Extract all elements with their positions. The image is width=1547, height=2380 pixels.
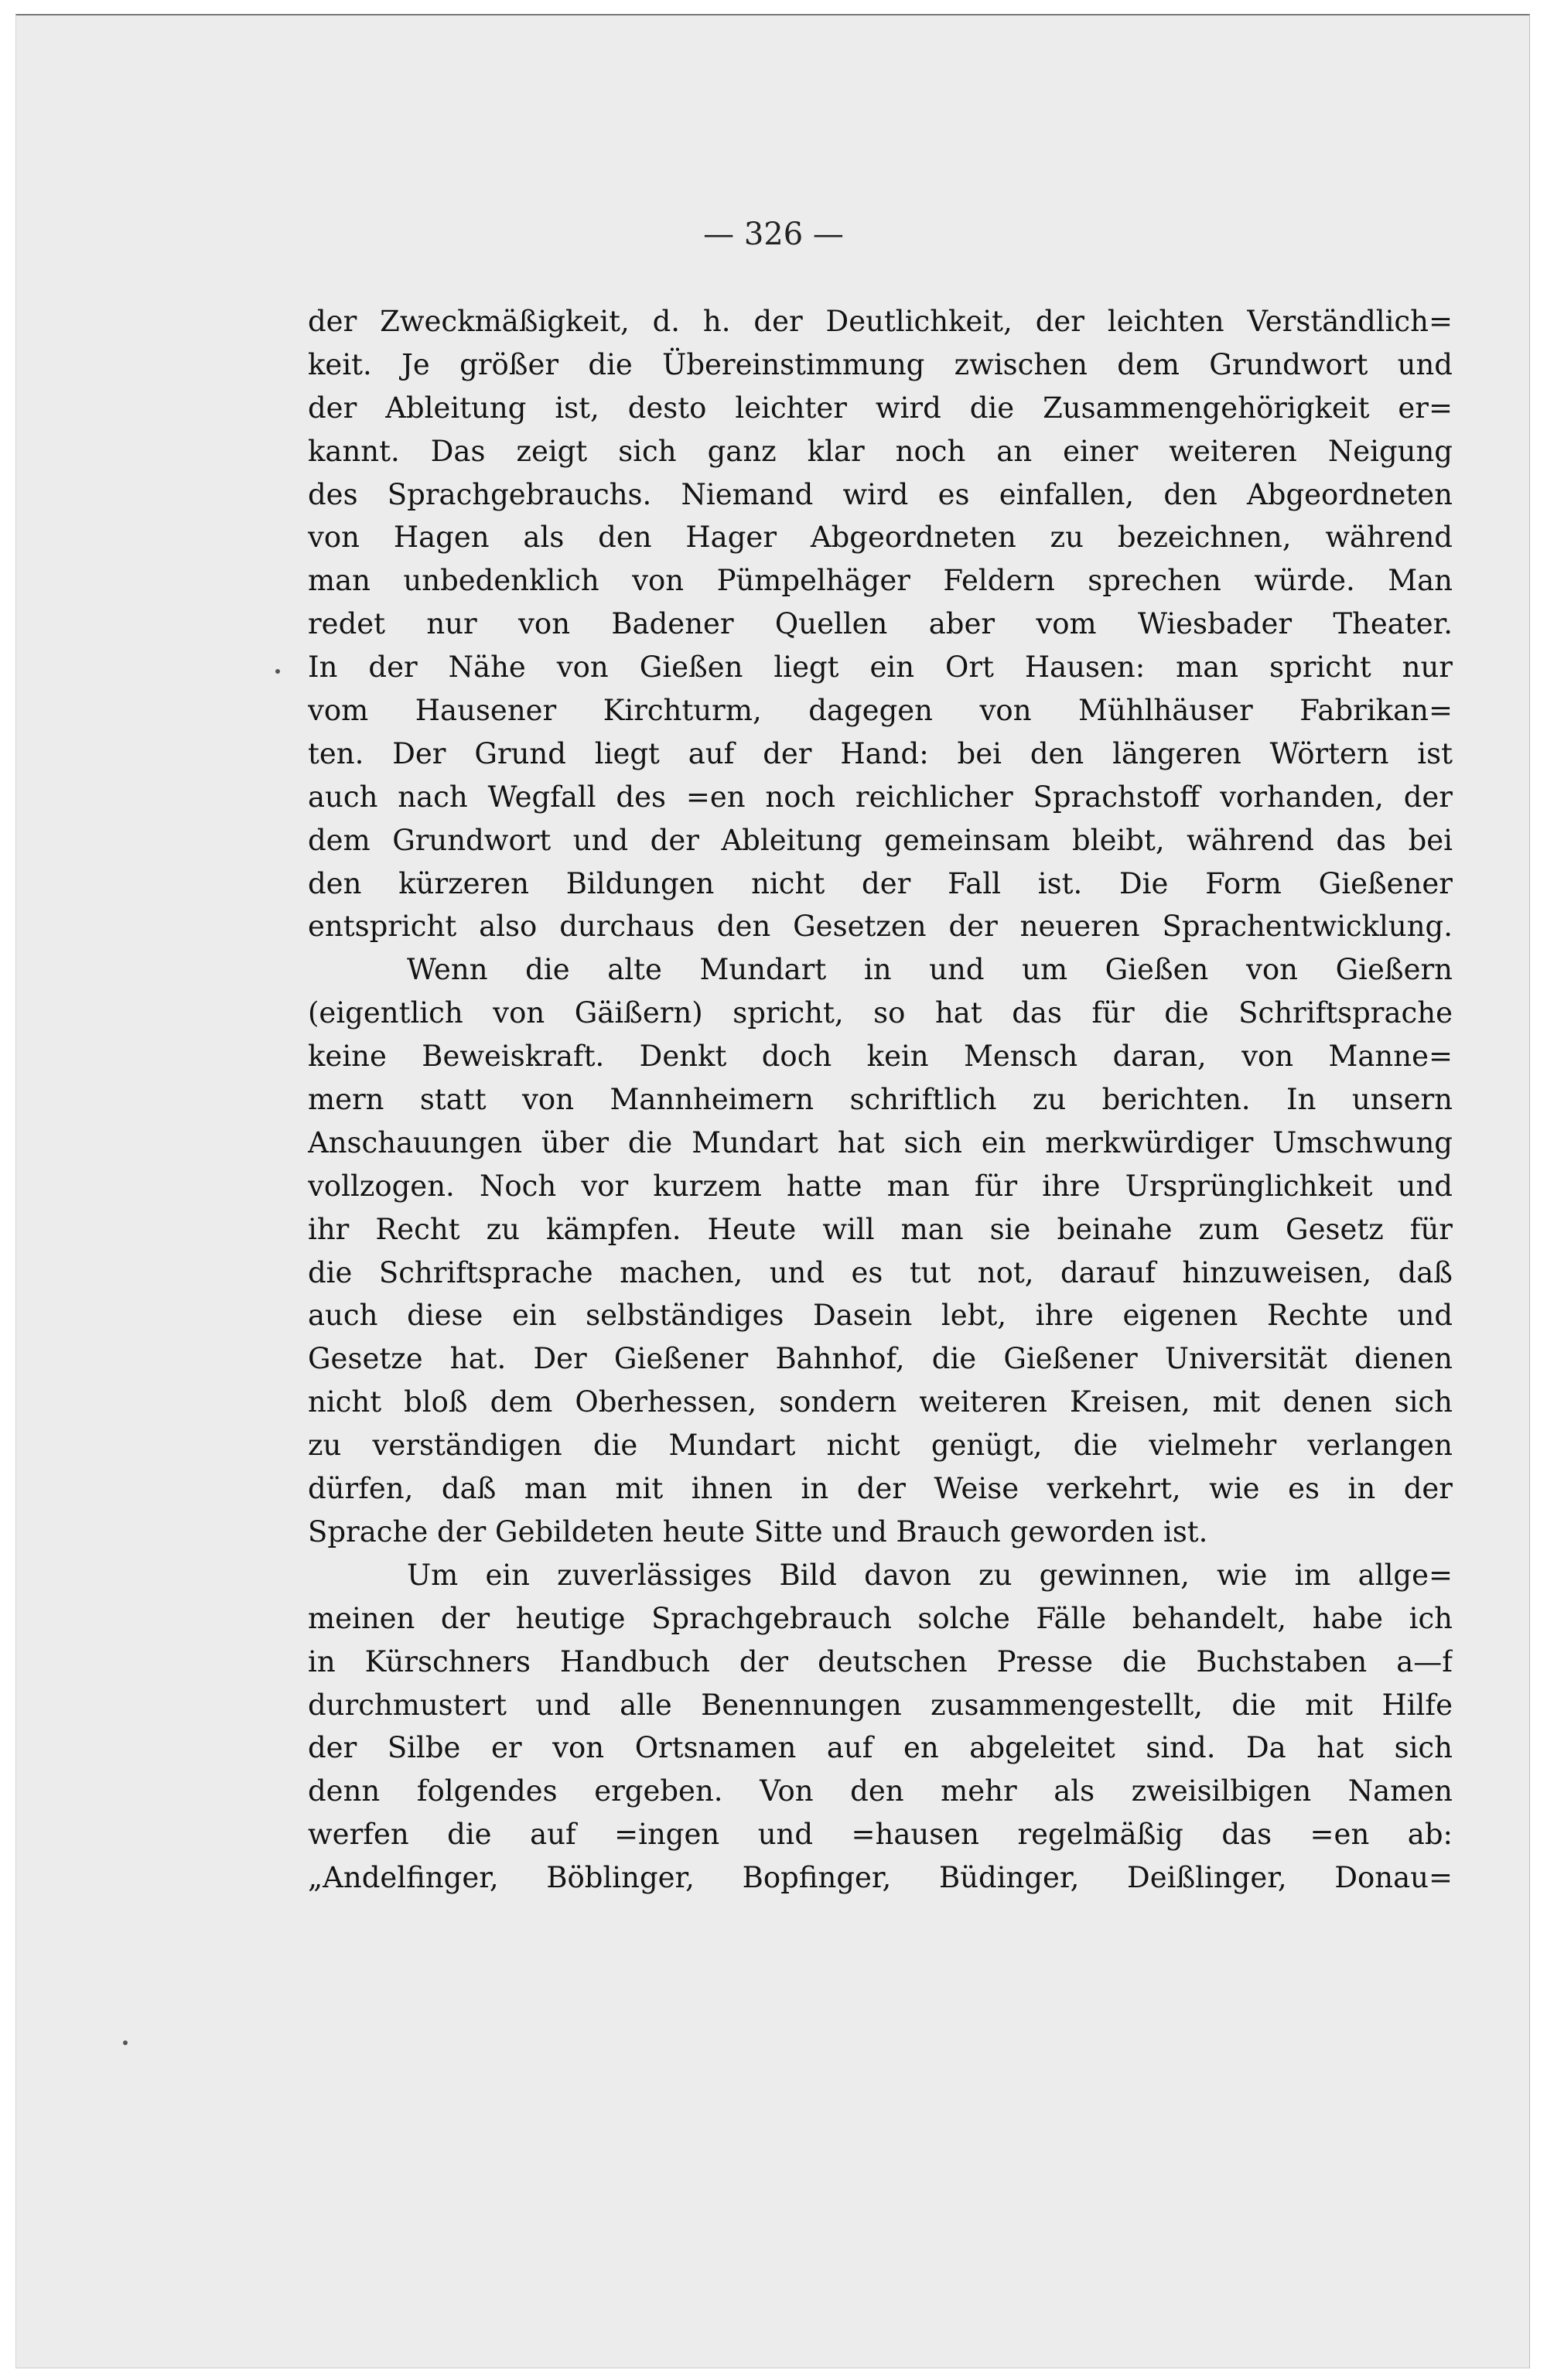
text-line: mern statt von Mannheimern schriftlich zu berichten. In unsern xyxy=(308,1083,1453,1117)
text-line: der Zweckmäßigkeit, d. h. der Deutlichkeit, der leichten Verständlich= xyxy=(308,305,1453,338)
text-line: redet nur von Badener Quellen aber vom Wiesbader Theater. xyxy=(308,607,1453,641)
text-line: von Hagen als den Hager Abgeordneten zu bezeichnen, während xyxy=(308,521,1453,555)
paragraph-first-line: Wenn die alte Mundart in und um Gießen von Gießern xyxy=(407,953,1453,987)
text-line: keit. Je größer die Übereinstimmung zwischen dem Grundwort und xyxy=(308,347,1453,381)
text-line: vom Hausener Kirchturm, dagegen von Mühlhäuser Fabrikan= xyxy=(308,694,1453,728)
text-line: der Silbe er von Ortsnamen auf en abgeleitet sind. Da hat sich xyxy=(308,1731,1453,1765)
text-line: der Ableitung ist, desto leichter wird die Zusammengehörigkeit er= xyxy=(308,391,1453,425)
text-line: meinen der heutige Sprachgebrauch solche Fälle behandelt, habe ich xyxy=(308,1601,1453,1635)
body-text xyxy=(308,300,1453,1900)
text-line: in Kürschners Handbuch der deutschen Presse die Buchstaben a—f xyxy=(308,1644,1453,1678)
text-line: kannt. Das zeigt sich ganz klar noch an einer weiteren Neigung xyxy=(308,434,1453,468)
text-line: auch diese ein selbständiges Dasein lebt, ihre eigenen Rechte und xyxy=(308,1299,1453,1333)
text-line: ten. Der Grund liegt auf der Hand: bei den längeren Wörtern ist xyxy=(308,736,1453,770)
text-line: werfen die auf =ingen und =hausen regelmäßig das =en ab: xyxy=(308,1818,1453,1852)
text-line: Gesetze hat. Der Gießener Bahnhof, die Gießener Universität dienen xyxy=(308,1342,1453,1376)
text-line: nicht bloß dem Oberhessen, sondern weiteren Kreisen, mit denen sich xyxy=(308,1385,1453,1419)
text-line: Anschauungen über die Mundart hat sich ein merkwürdiger Umschwung xyxy=(308,1125,1453,1159)
text-line: ihr Recht zu kämpfen. Heute will man sie beinahe zum Gesetz für xyxy=(308,1212,1453,1246)
text-line: In der Nähe von Gießen liegt ein Ort Hausen: man spricht nur xyxy=(308,650,1453,685)
text-line: auch nach Wegfall des =en noch reichlicher Sprachstoff vorhanden, der xyxy=(308,780,1453,814)
text-line: die Schriftsprache machen, und es tut not, darauf hinzuweisen, daß xyxy=(308,1255,1453,1289)
paragraph-last-line: Sprache der Gebildeten heute Sitte und Brauch geworden ist. xyxy=(308,1514,1208,1549)
text-line: vollzogen. Noch vor kurzem hatte man für ihre Ursprünglichkeit und xyxy=(308,1169,1453,1203)
paragraph-first-line: Um ein zuverlässiges Bild davon zu gewinnen, wie im allge= xyxy=(407,1558,1453,1592)
page-number: — 326 — xyxy=(703,217,844,252)
text-line: dem Grundwort und der Ableitung gemeinsam bleibt, während das bei xyxy=(308,823,1453,857)
text-line: durchmustert und alle Benennungen zusammengestellt, die mit Hilfe xyxy=(308,1688,1453,1722)
text-line: zu verständigen die Mundart nicht genügt, die vielmehr verlangen xyxy=(308,1429,1453,1463)
text-line: entspricht also durchaus den Gesetzen der neueren Sprachentwicklung. xyxy=(308,910,1453,944)
text-line: (eigentlich von Gäißern) spricht, so hat das für die Schriftsprache xyxy=(308,996,1453,1030)
text-line: den kürzeren Bildungen nicht der Fall ist. Die Form Gießener xyxy=(308,866,1453,900)
text-line: denn folgendes ergeben. Von den mehr als zweisilbigen Namen xyxy=(308,1774,1453,1808)
text-line: „Andelfinger, Böblinger, Bopfinger, Büdinger, Deißlinger, Donau= xyxy=(308,1861,1453,1895)
text-line: man unbedenklich von Pümpelhäger Feldern sprechen würde. Man xyxy=(308,564,1453,598)
ink-speck xyxy=(123,2040,128,2045)
text-line: des Sprachgebrauchs. Niemand wird es einfallen, den Abgeordneten xyxy=(308,477,1453,511)
text-line: dürfen, daß man mit ihnen in der Weise verkehrt, wie es in der xyxy=(308,1472,1453,1506)
text-line: keine Beweiskraft. Denkt doch kein Mensch daran, von Manne= xyxy=(308,1040,1453,1074)
ink-speck xyxy=(275,669,280,674)
